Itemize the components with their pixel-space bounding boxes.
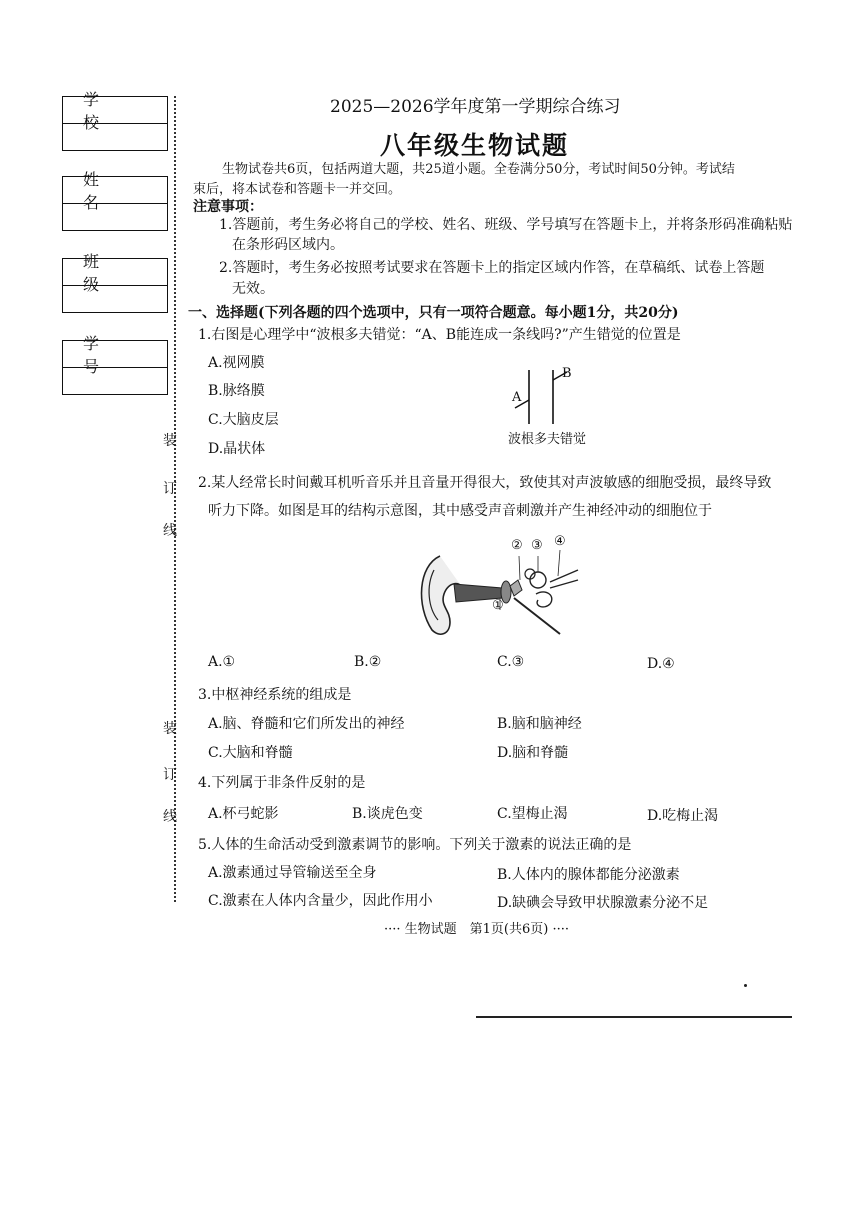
intro-line-1: 生物试卷共6页，包括两道大题，共25道小题。全卷满分50分，考试时间50分钟。考试结 <box>222 162 735 177</box>
q3-option-d[interactable]: D.脑和脊髓 <box>497 745 569 761</box>
q5-option-d[interactable]: D.缺碘会导致甲状腺激素分泌不足 <box>497 895 709 911</box>
note-1b: 在条形码区域内。 <box>232 237 344 253</box>
scan-dot <box>744 984 747 987</box>
section-heading: 一、选择题(下列各题的四个选项中，只有一项符合题意。每小题1分，共20分) <box>188 305 679 321</box>
ear-marker-4: ④ <box>554 534 566 549</box>
school-label: 学校 <box>63 97 167 124</box>
q5-option-c[interactable]: C.激素在人体内含量少，因此作用小 <box>208 893 433 909</box>
q4-option-a[interactable]: A.杯弓蛇影 <box>208 806 279 822</box>
q1-option-b[interactable]: B.脉络膜 <box>208 383 265 399</box>
fig-caption: 波根多夫错觉 <box>508 432 587 447</box>
ear-marker-2: ② <box>511 538 523 553</box>
name-label: 姓名 <box>63 177 167 204</box>
q1-option-a[interactable]: A.视网膜 <box>208 355 265 371</box>
fig-label-b: B <box>562 366 572 381</box>
q1-option-d[interactable]: D.晶状体 <box>208 441 266 457</box>
q2-option-a[interactable]: A.① <box>208 654 236 670</box>
binding-char: 线 <box>163 809 177 825</box>
q4-option-c[interactable]: C.望梅止渴 <box>497 806 568 822</box>
ear-marker-1: ① <box>492 598 504 613</box>
binding-char: 订 <box>163 767 177 783</box>
class-label: 班级 <box>63 259 167 286</box>
fig-label-a: A <box>512 390 522 405</box>
binding-char: 线 <box>163 523 177 539</box>
scan-edge-line <box>476 1016 792 1018</box>
exam-year-title: 2025—2026学年度第一学期综合练习 <box>330 97 621 117</box>
name-box <box>62 170 168 231</box>
ear-structure-figure <box>410 536 580 640</box>
notes-heading: 注意事项： <box>193 199 263 215</box>
q1-stem: 1.右图是心理学中“波根多夫错觉：“A、B能连成一条线吗?”产生错觉的位置是 <box>198 327 681 343</box>
q4-stem: 4.下列属于非条件反射的是 <box>198 775 366 791</box>
q2-option-d[interactable]: D.④ <box>647 656 675 672</box>
q5-option-a[interactable]: A.激素通过导管输送至全身 <box>208 865 377 881</box>
intro-line-2: 束后，将本试卷和答题卡一并交回。 <box>193 182 402 197</box>
q5-option-b[interactable]: B.人体内的腺体都能分泌激素 <box>497 867 680 883</box>
note-2a: 2.答题时，考生务必按照考试要求在答题卡上的指定区域内作答，在草稿纸、试卷上答题 <box>219 260 765 276</box>
page-footer: ···· 生物试题 第1页(共6页) ···· <box>384 922 570 937</box>
student-id-box <box>62 334 168 395</box>
exam-subject-title: 八年级生物试题 <box>380 131 570 160</box>
ear-marker-3: ③ <box>531 538 543 553</box>
q1-option-c[interactable]: C.大脑皮层 <box>208 412 279 428</box>
q5-stem: 5.人体的生命活动受到激素调节的影响。下列关于激素的说法正确的是 <box>198 837 632 853</box>
class-box <box>62 252 168 313</box>
school-box <box>62 90 168 151</box>
student-id-label: 学号 <box>63 341 167 368</box>
binding-char: 装 <box>163 433 177 449</box>
q4-option-d[interactable]: D.吃梅止渴 <box>647 808 719 824</box>
q2-option-c[interactable]: C.③ <box>497 654 525 670</box>
note-2b: 无效。 <box>232 281 274 297</box>
note-1a: 1.答题前，考生务必将自己的学校、姓名、班级、学号填写在答题卡上，并将条形码准确粘贴 <box>219 217 793 233</box>
q2-option-b[interactable]: B.② <box>354 654 382 670</box>
q3-option-b[interactable]: B.脑和脑神经 <box>497 716 582 732</box>
binding-char: 订 <box>163 481 177 497</box>
q2-stem-1: 2.某人经常长时间戴耳机听音乐并且音量开得很大，致使其对声波敏感的细胞受损，最终导致 <box>198 475 772 491</box>
q3-option-c[interactable]: C.大脑和脊髓 <box>208 745 293 761</box>
q4-option-b[interactable]: B.谈虎色变 <box>352 806 423 822</box>
q3-option-a[interactable]: A.脑、脊髓和它们所发出的神经 <box>208 716 405 732</box>
q3-stem: 3.中枢神经系统的组成是 <box>198 687 352 703</box>
binding-char: 装 <box>163 721 177 737</box>
q2-stem-2: 听力下降。如图是耳的结构示意图，其中感受声音刺激并产生神经冲动的细胞位于 <box>208 503 712 519</box>
